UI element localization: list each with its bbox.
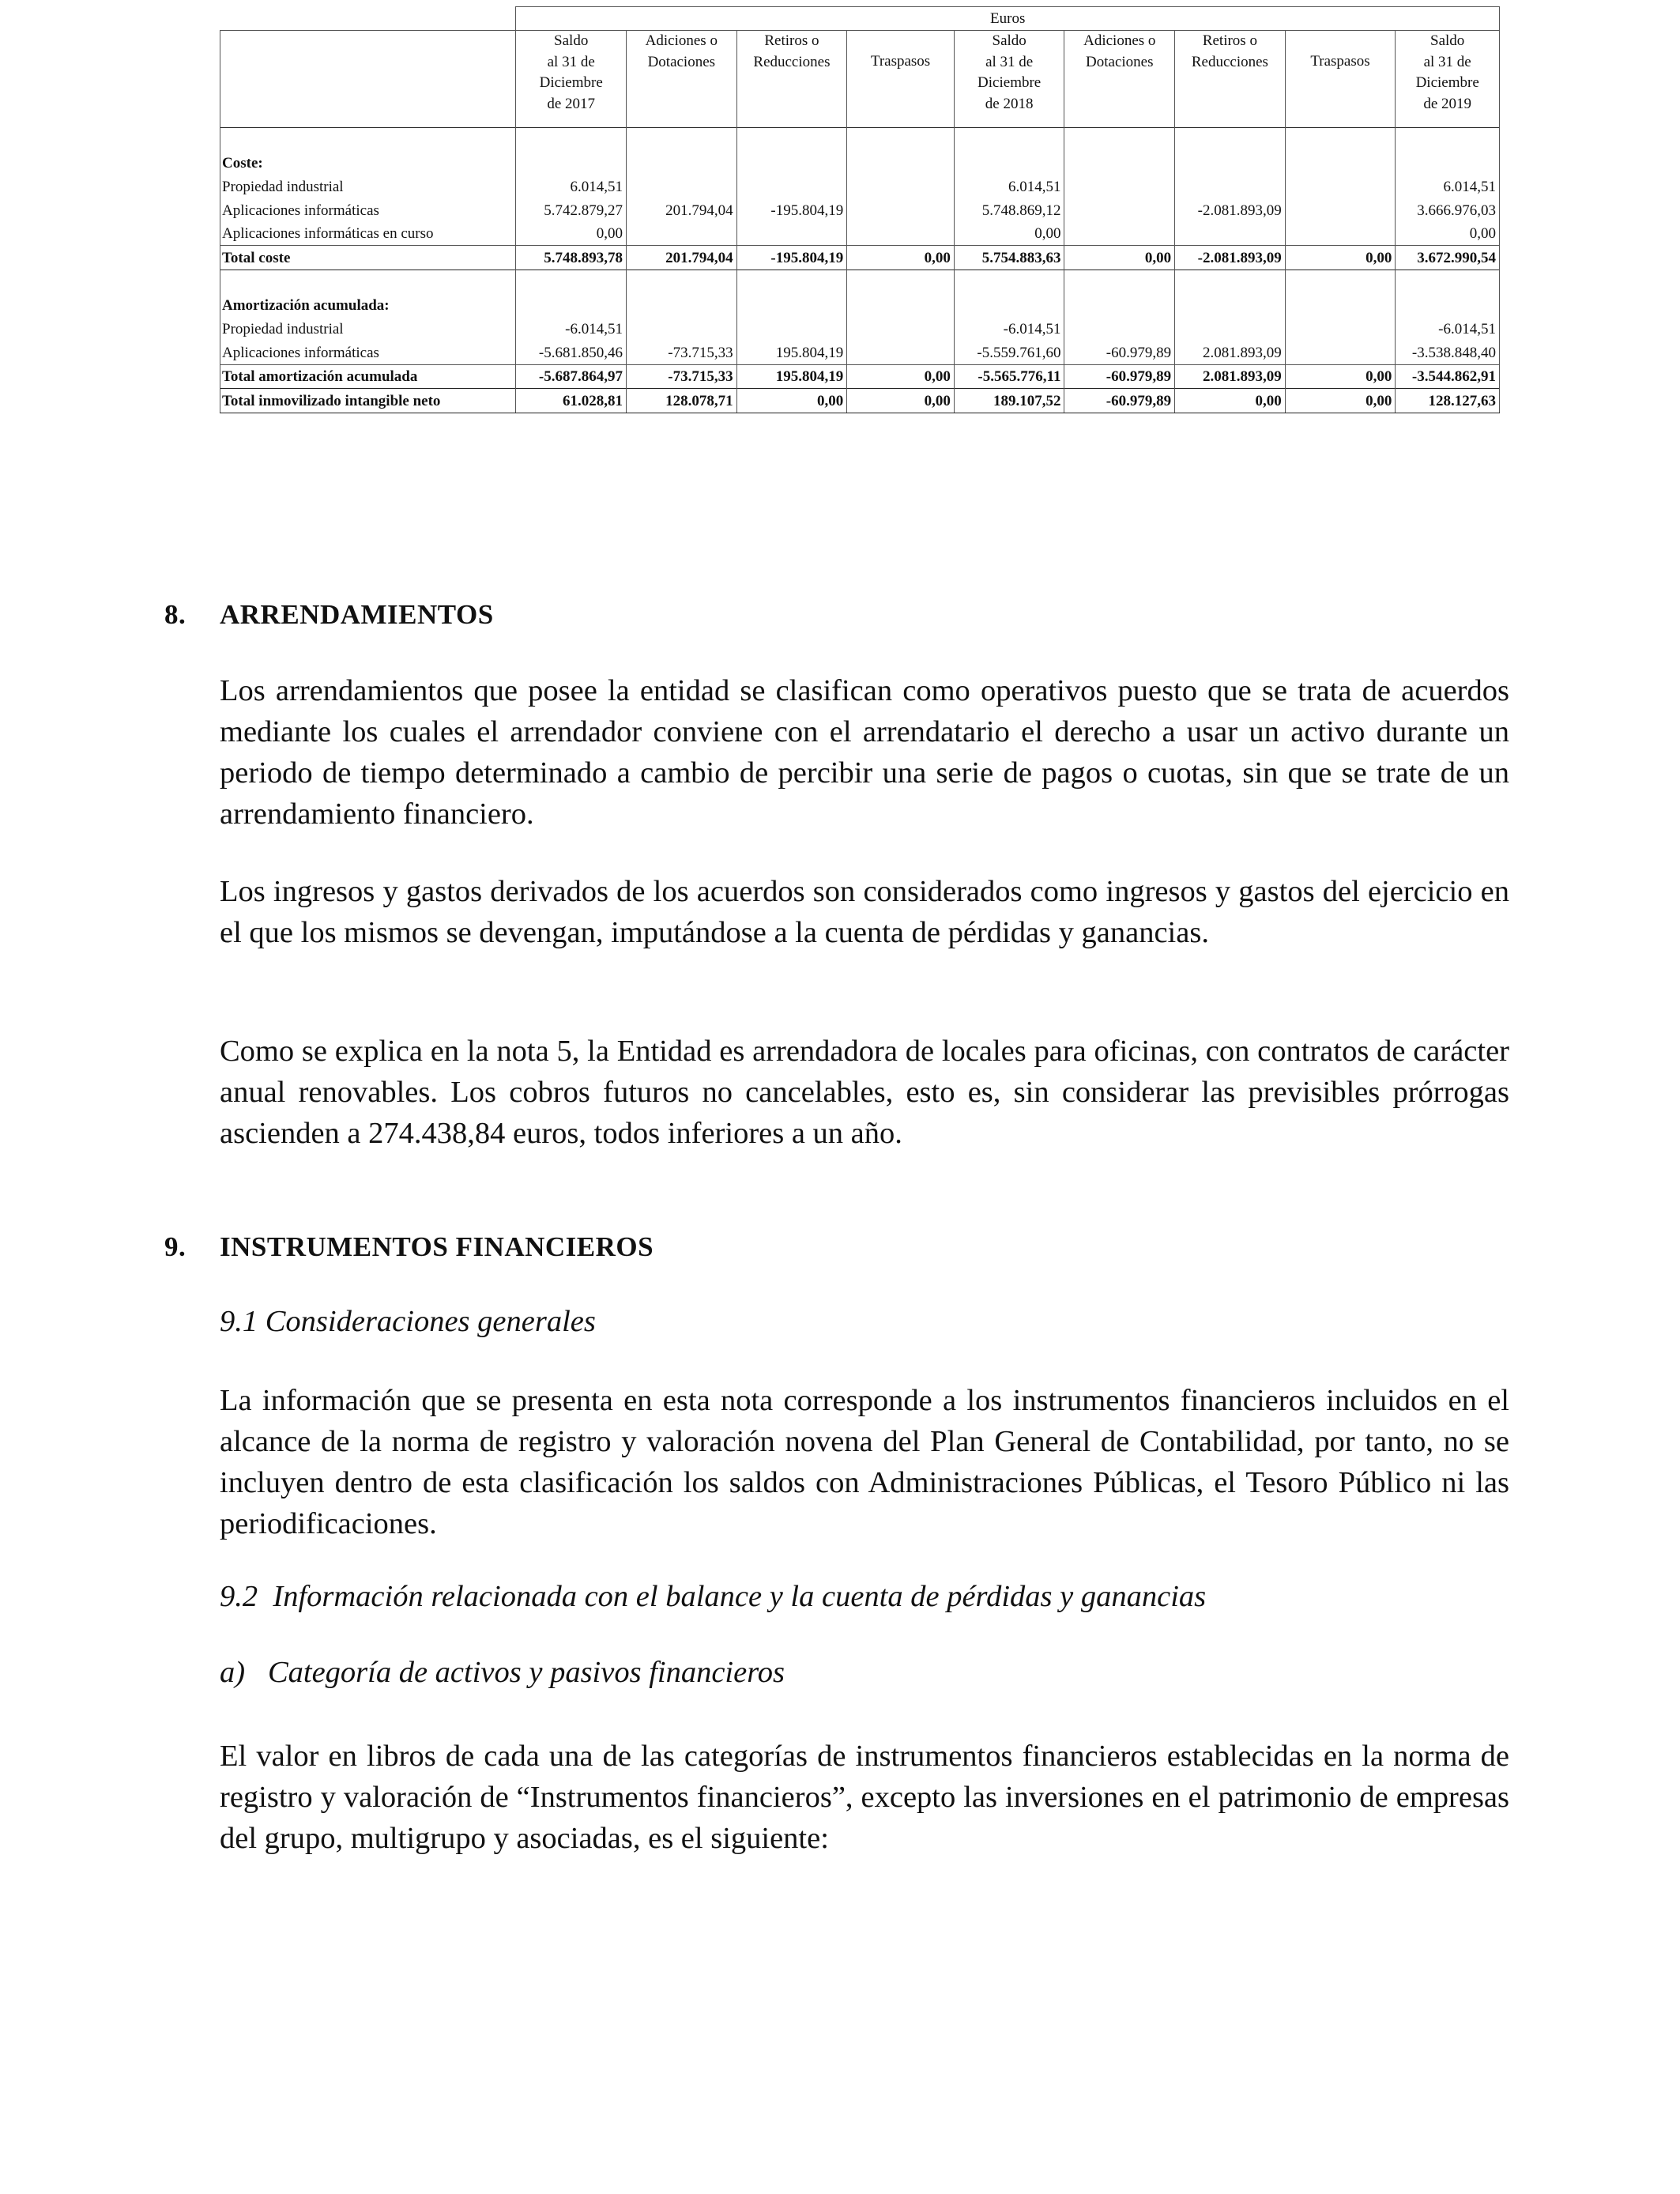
column-header-line: Reducciones: [1191, 53, 1268, 70]
table-cell: 0,00: [736, 389, 847, 413]
table-cell: [954, 152, 1064, 175]
table-cell: [1396, 294, 1500, 318]
table-cell: [736, 128, 847, 153]
column-header-line: Saldo: [554, 32, 589, 50]
table-cell: -2.081.893,09: [1175, 246, 1286, 270]
table-cell: [627, 318, 737, 341]
table-cell: [1064, 294, 1175, 318]
table-cell: [847, 294, 955, 318]
table-cell: [1175, 318, 1286, 341]
table-cell: 195.804,19: [736, 341, 847, 364]
table-cell: 6.014,51: [1396, 175, 1500, 199]
table-cell: 0,00: [847, 389, 955, 413]
table-cell: [1285, 128, 1396, 153]
total-row: [220, 246, 1500, 270]
table-cell: [847, 222, 955, 246]
table-cell: -195.804,19: [736, 246, 847, 270]
column-header: [954, 31, 1064, 128]
column-header-line: de 2017: [547, 95, 596, 112]
table-cell: 0,00: [1285, 389, 1396, 413]
column-header-line: de 2018: [985, 95, 1034, 112]
row-label: Propiedad industrial: [220, 175, 516, 199]
table-cell: -60.979,89: [1064, 389, 1175, 413]
subsection-9-1-title: 9.1 Consideraciones generales: [220, 1305, 596, 1338]
row-label: Total inmovilizado intangible neto: [220, 389, 516, 413]
table-cell: [1396, 128, 1500, 153]
table-cell: 0,00: [1285, 246, 1396, 270]
section-9-title: INSTRUMENTOS FINANCIEROS: [220, 1231, 654, 1262]
spacer-row: [220, 128, 1500, 153]
table-cell: 2.081.893,09: [1175, 341, 1286, 364]
column-header-line: al 31 de: [985, 53, 1034, 70]
column-header-line: Saldo: [1430, 32, 1465, 50]
table-cell: [627, 222, 737, 246]
section-8-paragraph-2: Los ingresos y gastos derivados de los acuerdos son considerados como ingresos y gastos del ejercicio en el que los mismos se devengan, imputándose a la cuenta de pérdidas y ganancias.: [220, 875, 1509, 949]
column-header-line: Adiciones o: [645, 32, 718, 50]
table-cell: [627, 175, 737, 199]
column-header-line: Retiros o: [1202, 32, 1257, 50]
table-cell: -73.715,33: [627, 364, 737, 389]
column-header-line: Diciembre: [539, 74, 603, 92]
table-cell: -5.687.864,97: [516, 364, 627, 389]
column-header-line: Dotaciones: [1086, 53, 1154, 70]
table-cell: 61.028,81: [516, 389, 627, 413]
row-label: [220, 128, 516, 153]
section-9-number: 9.: [164, 1231, 186, 1262]
table-cell: [1285, 341, 1396, 364]
table-cell: [1175, 128, 1286, 153]
table-cell: [1175, 270, 1286, 295]
column-header-line: Saldo: [992, 32, 1026, 50]
table-cell: -5.559.761,60: [954, 341, 1064, 364]
row-label: Total amortización acumulada: [220, 364, 516, 389]
unit-header-row: [220, 7, 1500, 31]
table-cell: [1064, 175, 1175, 199]
table-cell: [847, 270, 955, 295]
table-cell: [954, 270, 1064, 295]
table-cell: 128.078,71: [627, 389, 737, 413]
row-label: Aplicaciones informáticas: [220, 198, 516, 222]
table-cell: 0,00: [1175, 389, 1286, 413]
table-cell: [847, 318, 955, 341]
table-cell: [1175, 294, 1286, 318]
table-cell: 6.014,51: [516, 175, 627, 199]
section-8-paragraph-1: Los arrendamientos que posee la entidad se clasifican como operativos puesto que se trata de acuerdos mediante los cuales el arrendador conviene con el arrendatario el derecho a usar un activo durante un periodo de tiempo determinado a cambio de percibir una serie de pagos o cuotas, sin que se trate de un arrendamiento financiero.: [220, 674, 1509, 831]
table-cell: 0,00: [954, 222, 1064, 246]
table-cell: 2.081.893,09: [1175, 364, 1286, 389]
section-9-heading: [164, 1231, 654, 1263]
table-cell: [1064, 128, 1175, 153]
table-cell: [1064, 152, 1175, 175]
table-cell: 5.742.879,27: [516, 198, 627, 222]
table-cell: [847, 128, 955, 153]
table-cell: [1175, 222, 1286, 246]
table-cell: [1285, 198, 1396, 222]
table-cell: [1285, 222, 1396, 246]
table-cell: [516, 270, 627, 295]
table-cell: [847, 152, 955, 175]
table-row: [220, 222, 1500, 246]
table-cell: 201.794,04: [627, 198, 737, 222]
section-9-paragraph-1: La información que se presenta en esta nota corresponde a los instrumentos financieros incluidos en el alcance de la norma de registro y valoración novena del Plan General de Contabilidad, por tanto, no se incluyen dentro de esta clasificación los saldos con Administraciones Públicas, el Tesoro Público ni las periodificaciones.: [220, 1384, 1509, 1540]
table-cell: [736, 270, 847, 295]
column-header-line: Adiciones o: [1083, 32, 1156, 50]
table-cell: [1285, 270, 1396, 295]
table-cell: -73.715,33: [627, 341, 737, 364]
column-header-line: Traspasos: [1310, 53, 1370, 70]
section-8-heading: [164, 599, 494, 631]
table-cell: [847, 341, 955, 364]
column-header-line: Retiros o: [764, 32, 819, 50]
table-row: [220, 318, 1500, 341]
table-cell: [847, 175, 955, 199]
section-title-row: [220, 152, 1500, 175]
row-label: Propiedad industrial: [220, 318, 516, 341]
column-header-line: al 31 de: [1423, 53, 1471, 70]
table-cell: [1175, 175, 1286, 199]
table-cell: 0,00: [1396, 222, 1500, 246]
column-header-line: al 31 de: [547, 53, 595, 70]
row-label: Total coste: [220, 246, 516, 270]
column-header-line: Diciembre: [977, 74, 1042, 92]
table-cell: -6.014,51: [1396, 318, 1500, 341]
table-cell: [1396, 152, 1500, 175]
table-cell: -6.014,51: [954, 318, 1064, 341]
table-cell: 189.107,52: [954, 389, 1064, 413]
table-cell: [954, 294, 1064, 318]
table-row: [220, 198, 1500, 222]
table-cell: [1285, 318, 1396, 341]
table-cell: 3.666.976,03: [1396, 198, 1500, 222]
table-cell: [627, 128, 737, 153]
table-cell: 5.748.869,12: [954, 198, 1064, 222]
table-cell: 0,00: [847, 246, 955, 270]
table-cell: -60.979,89: [1064, 364, 1175, 389]
column-header: [1396, 31, 1500, 128]
table-cell: 6.014,51: [954, 175, 1064, 199]
table-cell: [1396, 270, 1500, 295]
table-cell: [627, 152, 737, 175]
table-cell: -2.081.893,09: [1175, 198, 1286, 222]
net-total-row: [220, 389, 1500, 413]
table-row: [220, 341, 1500, 364]
column-header-line: Diciembre: [1415, 74, 1479, 92]
column-header-line: Dotaciones: [647, 53, 716, 70]
table-cell: -5.565.776,11: [954, 364, 1064, 389]
row-label: Aplicaciones informáticas: [220, 341, 516, 364]
table-cell: [1064, 318, 1175, 341]
column-header: [1285, 31, 1396, 128]
table-cell: [516, 294, 627, 318]
table-cell: 128.127,63: [1396, 389, 1500, 413]
table-cell: 0,00: [516, 222, 627, 246]
table-cell: [954, 128, 1064, 153]
row-label: Coste:: [220, 152, 516, 175]
table-cell: -195.804,19: [736, 198, 847, 222]
column-header-line: Reducciones: [753, 53, 831, 70]
table-cell: 0,00: [1064, 246, 1175, 270]
section-8-paragraph-3: Como se explica en la nota 5, la Entidad es arrendadora de locales para oficinas, con contratos de carácter anual renovables. Los cobros futuros no cancelables, esto es, sin considerar las previsibles prórrogas ascienden a 274.438,84 euros, todos inferiores a un año.: [220, 1035, 1509, 1150]
table-cell: -5.681.850,46: [516, 341, 627, 364]
column-header: [1064, 31, 1175, 128]
table-cell: [516, 128, 627, 153]
table-cell: 0,00: [1285, 364, 1396, 389]
table-cell: [627, 270, 737, 295]
table-cell: [736, 175, 847, 199]
table-cell: -3.538.848,40: [1396, 341, 1500, 364]
table-cell: [736, 152, 847, 175]
table-cell: [736, 222, 847, 246]
column-header-row: [220, 31, 1500, 128]
table-cell: [1064, 198, 1175, 222]
table-cell: [1064, 222, 1175, 246]
table-cell: [627, 294, 737, 318]
table-cell: 3.672.990,54: [1396, 246, 1500, 270]
subsection-a-title: a) Categoría de activos y pasivos financieros: [220, 1656, 785, 1689]
table-cell: 5.748.893,78: [516, 246, 627, 270]
table-cell: 0,00: [847, 364, 955, 389]
column-header-line: de 2019: [1423, 95, 1471, 112]
table-cell: [736, 294, 847, 318]
section-8-title: ARRENDAMIENTOS: [220, 599, 494, 630]
column-header: [847, 31, 955, 128]
table-cell: [847, 198, 955, 222]
table-cell: [1175, 152, 1286, 175]
table-row: [220, 175, 1500, 199]
section-8-number: 8.: [164, 599, 186, 630]
column-header: [627, 31, 737, 128]
column-header: [1175, 31, 1286, 128]
section-title-row: [220, 294, 1500, 318]
subsection-9-2-title: 9.2 Información relacionada con el balance y la cuenta de pérdidas y ganancias: [220, 1580, 1207, 1613]
table-cell: [1285, 294, 1396, 318]
section-9-paragraph-2: El valor en libros de cada una de las categorías de instrumentos financieros establecidas en la norma de registro y valoración de “Instrumentos financieros”, excepto las inversiones en el patrimonio de empresas del grupo, multigrupo y asociadas, es el siguiente:: [220, 1740, 1509, 1855]
intangible-assets-table: [220, 6, 1500, 413]
table-cell: [1064, 270, 1175, 295]
row-label: [220, 270, 516, 295]
table-cell: [516, 152, 627, 175]
row-label: Amortización acumulada:: [220, 294, 516, 318]
table-cell: [1285, 175, 1396, 199]
column-header: [736, 31, 847, 128]
table-cell: 5.754.883,63: [954, 246, 1064, 270]
spacer-row: [220, 270, 1500, 295]
column-header-line: Traspasos: [870, 53, 931, 70]
column-header: [516, 31, 627, 128]
table-cell: -6.014,51: [516, 318, 627, 341]
row-label: Aplicaciones informáticas en curso: [220, 222, 516, 246]
table-cell: [1285, 152, 1396, 175]
total-row: [220, 364, 1500, 389]
table-cell: 201.794,04: [627, 246, 737, 270]
table-cell: -60.979,89: [1064, 341, 1175, 364]
table-cell: 195.804,19: [736, 364, 847, 389]
table-cell: -3.544.862,91: [1396, 364, 1500, 389]
table-cell: [736, 318, 847, 341]
unit-label: Euros: [516, 7, 1500, 31]
